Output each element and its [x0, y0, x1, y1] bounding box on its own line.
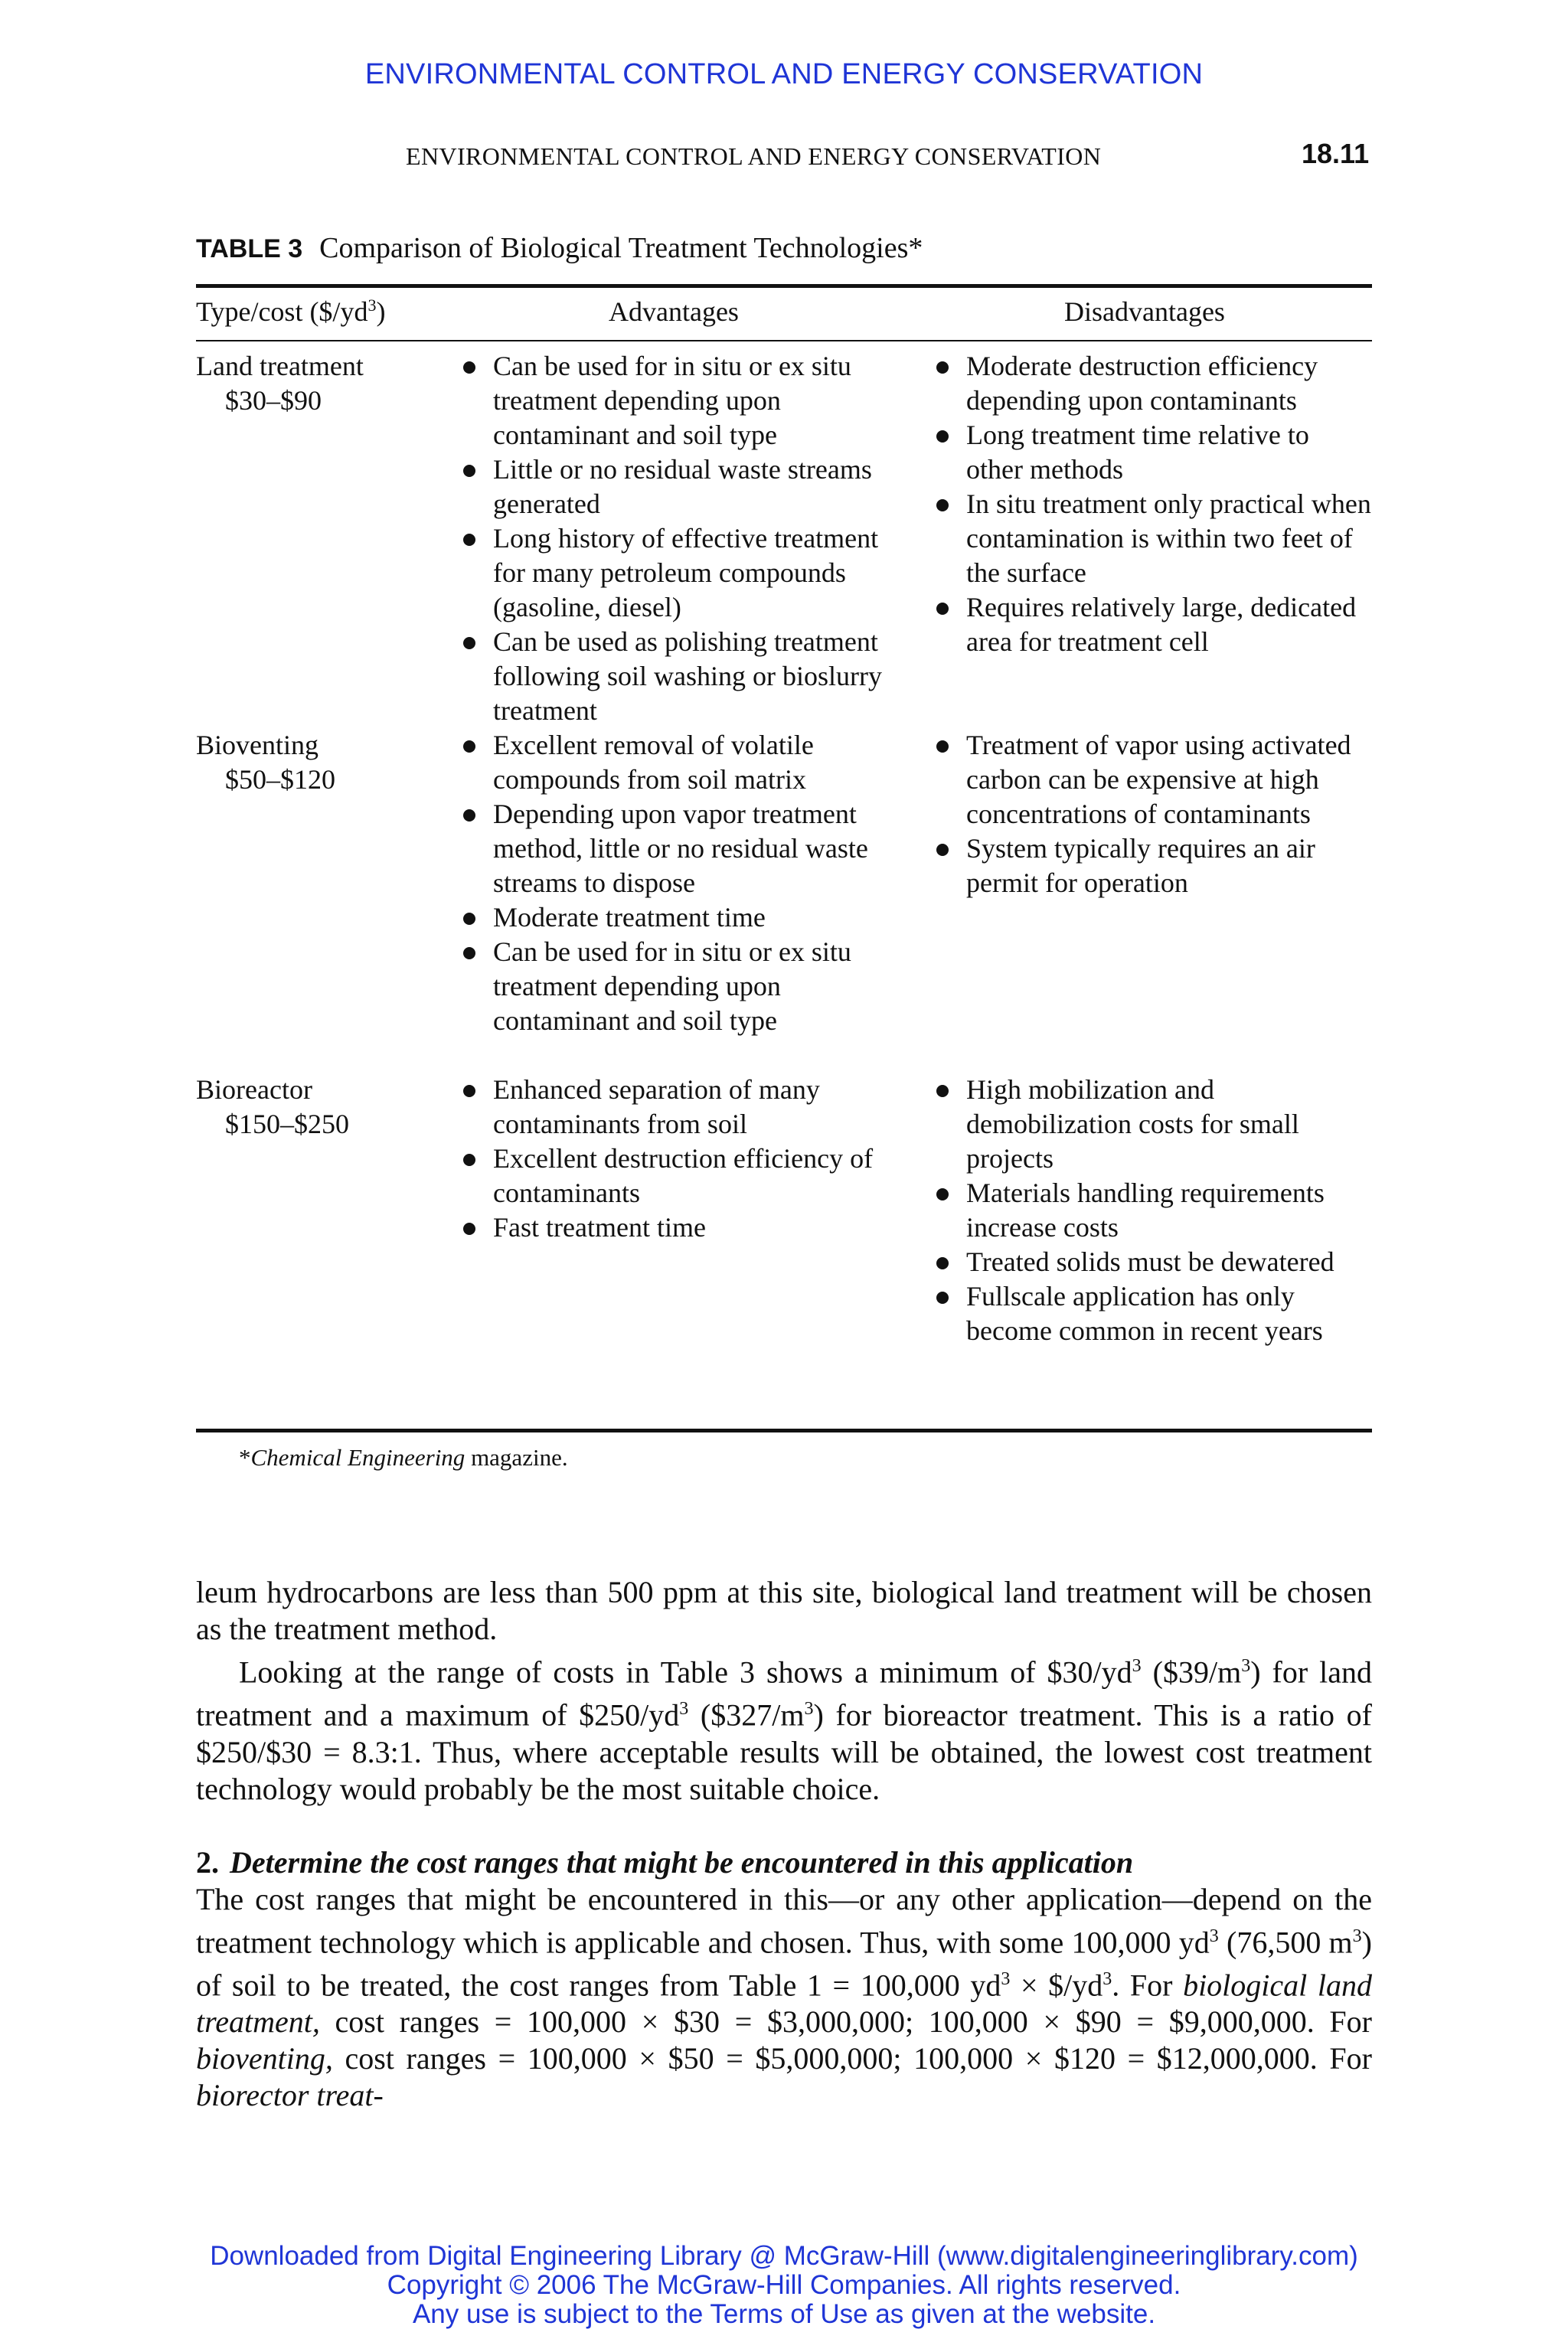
top-banner[interactable]: ENVIRONMENTAL CONTROL AND ENERGY CONSERVATION	[364, 58, 1204, 90]
list-item: Can be used for in situ or ex situ treatment depending upon contaminant and soil type	[459, 935, 903, 1038]
list-item: Enhanced separation of many contaminants from soil	[459, 1073, 903, 1142]
list-item: Excellent removal of volatile compounds from soil matrix	[459, 728, 903, 797]
list-item: Long treatment time relative to other methods	[933, 418, 1372, 487]
table-top-rule	[196, 284, 1372, 288]
footer-line-terms[interactable]: Any use is subject to the Terms of Use as given at the website.	[412, 2299, 1156, 2329]
table-footnote: *Chemical Engineering magazine.	[239, 1444, 568, 1471]
paragraph-continuation: leum hydrocarbons are less than 500 ppm at this site, biological land treatment will be chosen as the treatment method.	[196, 1575, 1372, 1646]
list-item: Little or no residual waste streams generated	[459, 452, 903, 521]
list-item: System typically requires an air permit for operation	[933, 831, 1372, 900]
paragraph-cost-ranges: The cost ranges that might be encountered in this—or any other application—depend on the treatment technology which is applicable and chosen. Thus, with some 100,000 $yd^3$ (76,500 $m^3$) of soil to be treated, the cost ranges from Table 1 = 100,000 $yd^3$ × $\$/yd^3$. For biological land treatment, cost ranges = 100,000 × $30 = $3,000,000; 100,000 × $90 = $9,000,000. For bioventing, cost ranges = 100,000 × $50 = $5,000,000; 100,000 × $120 = $12,000,000. For biorector treat-	[196, 1881, 1372, 2113]
list-item: Requires relatively large, dedicated area for treatment cell	[933, 590, 1372, 659]
row-type-bioventing	[196, 728, 441, 797]
paragraph-cost-ratio: Looking at the range of costs in Table 3 shows a minimum of $\$30/yd^3$ $(\$39/m^3)$ for land treatment and a maximum of $\$250/yd^3$ $(\$327/m^3)$ for bioreactor treatment. This is a ratio of $250/$30 = 8.3:1. Thus, where acceptable results will be obtained, the lowest cost treatment technology would probably be the most suitable choice.	[196, 1655, 1373, 1806]
header-advantages: Advantages	[609, 296, 739, 327]
header-disadvantages: Disadvantages	[1064, 296, 1225, 327]
list-item: Fullscale application has only become common in recent years	[933, 1279, 1372, 1348]
type-name: Land treatment	[196, 351, 364, 381]
table-label: TABLE 3	[196, 234, 303, 263]
type-name: Bioreactor	[196, 1074, 312, 1105]
page-number: 18.11	[1302, 138, 1370, 169]
list-item: Treatment of vapor using activated carbon can be expensive at high concentrations of contaminants	[933, 728, 1372, 831]
download-footer[interactable]	[0, 2242, 1568, 2329]
step-heading: 2. Determine the cost ranges that might be encountered in this application	[196, 1844, 1134, 1880]
list-item: High mobilization and demobilization costs for small projects	[933, 1073, 1372, 1176]
disadvantages-bioreactor	[933, 1073, 1372, 1348]
row-type-land-treatment	[196, 349, 441, 418]
list-item: Materials handling requirements increase costs	[933, 1176, 1372, 1245]
table-caption	[196, 231, 923, 265]
advantages-bioventing	[459, 728, 903, 1038]
footer-line-download[interactable]: Downloaded from Digital Engineering Library @ McGraw-Hill (www.digitalengineeringlibrary.com)	[210, 2241, 1358, 2271]
list-item: Can be used for in situ or ex situ treatment depending upon contaminant and soil type	[459, 349, 903, 452]
running-head: ENVIRONMENTAL CONTROL AND ENERGY CONSERVATION	[406, 142, 1102, 170]
advantages-bioreactor	[459, 1073, 903, 1245]
type-cost: $150–$250	[225, 1109, 349, 1139]
row-type-bioreactor	[196, 1073, 441, 1142]
type-name: Bioventing	[196, 730, 318, 760]
list-item: Moderate destruction efficiency depending upon contaminants	[933, 349, 1372, 418]
list-item: Treated solids must be dewatered	[933, 1245, 1372, 1279]
header-type-cost: Type/cost $(\$/yd^3)$	[196, 296, 386, 327]
advantages-land-treatment	[459, 349, 903, 728]
list-item: Depending upon vapor treatment method, little or no residual waste streams to dispose	[459, 797, 903, 900]
disadvantages-land-treatment	[933, 349, 1372, 659]
table-title: Comparison of Biological Treatment Technologies*	[319, 232, 923, 264]
table-bottom-rule	[196, 1429, 1372, 1432]
list-item: In situ treatment only practical when contamination is within two feet of the surface	[933, 487, 1372, 590]
list-item: Can be used as polishing treatment following soil washing or bioslurry treatment	[459, 625, 903, 728]
list-item: Long history of effective treatment for many petroleum compounds (gasoline, diesel)	[459, 521, 903, 625]
list-item: Moderate treatment time	[459, 900, 903, 935]
list-item: Excellent destruction efficiency of contaminants	[459, 1142, 903, 1210]
body-text	[196, 1574, 1372, 2114]
list-item: Fast treatment time	[459, 1210, 903, 1245]
type-cost: $50–$120	[225, 764, 335, 795]
footer-line-copyright[interactable]: Copyright © 2006 The McGraw-Hill Companies. All rights reserved.	[387, 2270, 1181, 2300]
table-header-rule	[196, 340, 1372, 341]
type-cost: $30–$90	[225, 385, 322, 416]
disadvantages-bioventing	[933, 728, 1372, 900]
